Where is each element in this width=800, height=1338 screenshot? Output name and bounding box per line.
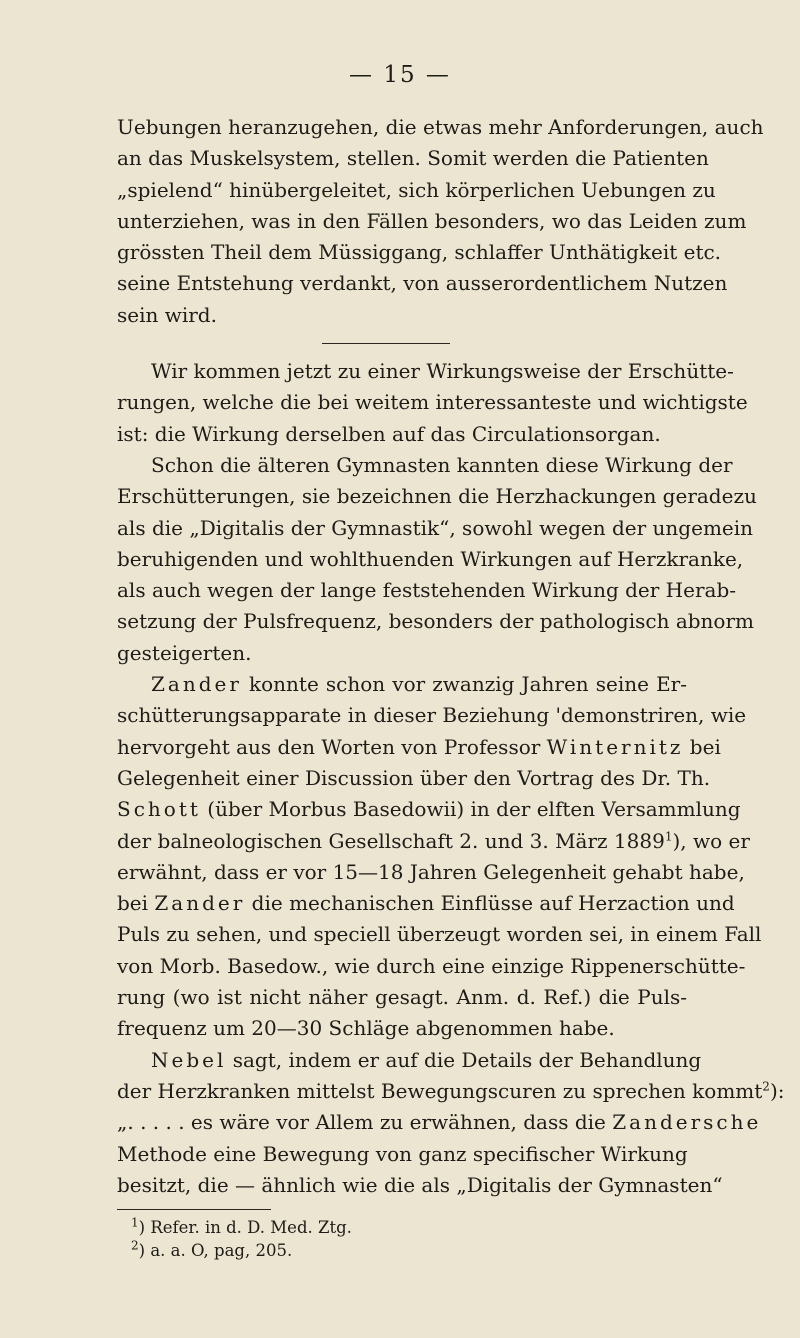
footnote [117,1239,687,1262]
person-name: Nebel [151,1047,227,1072]
text-run: der Herzkranken mittelst Bewegungscuren zu sprechen kommt [117,1078,763,1103]
footnote-text: ) a. a. O, pag, 205. [138,1241,293,1261]
text-run: sagt, indem er auf die Details der Behandlung [226,1047,702,1072]
paragraph-4 [117,669,762,1045]
text-line [117,826,750,857]
text-line: unterziehen, was in den Fällen besonders, wo das Leiden zum [117,208,747,233]
section-separator [322,343,450,344]
person-name: Zander [151,672,242,697]
text-run: der balneologischen Gesellschaft 2. und 3. März 1889 [117,828,665,853]
text-line [117,794,741,825]
person-name: Zander [154,891,246,916]
paragraph-1 [117,112,764,331]
text-run: (über Morbus Basedowii) in der elften Versammlung [200,797,741,822]
text-run: bei [117,891,155,916]
text-line: als auch wegen der lange feststehenden Wirkung der Herab- [117,578,737,603]
text-run: die mechanischen Einflüsse auf Herzaction und [245,891,735,916]
text-line: Erschütterungen, sie bezeichnen die Herzhackungen geradezu [117,484,757,509]
text-line [117,888,735,919]
person-name: Zandersche [612,1110,762,1135]
text-line: rung (wo ist nicht näher gesagt. Anm. d. Ref.) die Puls- [117,985,687,1010]
footnote-mark: 2 [131,1238,139,1253]
footnote-text: ) Refer. in d. D. Med. Ztg. [138,1218,352,1238]
text-line: frequenz um 20—30 Schläge abgenommen habe. [117,1016,615,1041]
text-line: gesteigerten. [117,640,252,665]
text-run: „. . . . . es wäre vor Allem zu erwähnen, dass die [117,1110,613,1135]
text-line: besitzt, die — ähnlich wie die als „Digitalis der Gymnasten“ [117,1172,723,1197]
text-line: „spielend“ hinübergeleitet, sich körperlichen Uebungen zu [117,177,716,202]
paragraph-5 [117,1045,785,1201]
text-line: Gelegenheit einer Discussion über den Vortrag des Dr. Th. [117,765,711,790]
text-run: bei [683,734,721,759]
text-line: schütterungsapparate in dieser Beziehung 'demonstriren, wie [117,703,747,728]
footnote [117,1216,687,1239]
text-line: von Morb. Basedow., wie durch eine einzige Rippenerschütte- [117,953,746,978]
page-number: — 15 — [349,62,451,88]
paragraph-3 [117,450,757,669]
footnotes [117,1216,687,1262]
text-line: erwähnt, dass er vor 15—18 Jahren Gelegenheit gehabt habe, [117,859,745,884]
person-name: Schott [117,797,201,822]
text-run: hervorgeht aus den Worten von Professor [117,734,547,759]
person-name: Winternitz [546,734,684,759]
text-line [117,1107,762,1138]
text-run: ): [769,1078,785,1103]
text-line: seine Entstehung verdankt, von ausserordentlichem Nutzen [117,271,728,296]
footnote-ref: 2 [762,1079,770,1094]
text-line: Uebungen heranzugehen, die etwas mehr Anforderungen, auch [117,115,764,139]
text-line: setzung der Pulsfrequenz, besonders der pathologisch abnorm [117,609,755,634]
text-line [117,1045,702,1076]
text-line: rungen, welche die bei weitem interessanteste und wichtigste [117,390,748,415]
text-line: Wir kommen jetzt zu einer Wirkungsweise der Erschütte- [151,359,734,384]
text-line: Schon die älteren Gymnasten kannten diese Wirkung der [151,452,733,477]
text-line [117,669,687,700]
text-line: ist: die Wirkung derselben auf das Circulationsorgan. [117,421,661,446]
body-text [117,112,785,1262]
text-run: konnte schon vor zwanzig Jahren seine Er- [241,672,687,697]
paragraph-2 [117,356,748,450]
text-line: grössten Theil dem Müssiggang, schlaffer Unthätigkeit etc. [117,240,722,265]
text-line: an das Muskelsystem, stellen. Somit werden die Patienten [117,146,709,171]
text-line: Methode eine Bewegung von ganz specifischer Wirkung [117,1141,688,1166]
text-run: ), wo er [672,828,750,853]
text-line: Puls zu sehen, und speciell überzeugt worden sei, in einem Fall [117,922,762,947]
text-line [117,1076,785,1107]
footnote-rule [117,1209,271,1210]
footnote-mark: 1 [131,1215,139,1230]
text-line: als die „Digitalis der Gymnastik“, sowohl wegen der ungemein [117,515,754,540]
text-line: beruhigenden und wohlthuenden Wirkungen auf Herzkranke, [117,546,744,571]
text-line [117,732,721,763]
text-line: sein wird. [117,302,217,327]
footnote-ref: 1 [664,828,673,843]
